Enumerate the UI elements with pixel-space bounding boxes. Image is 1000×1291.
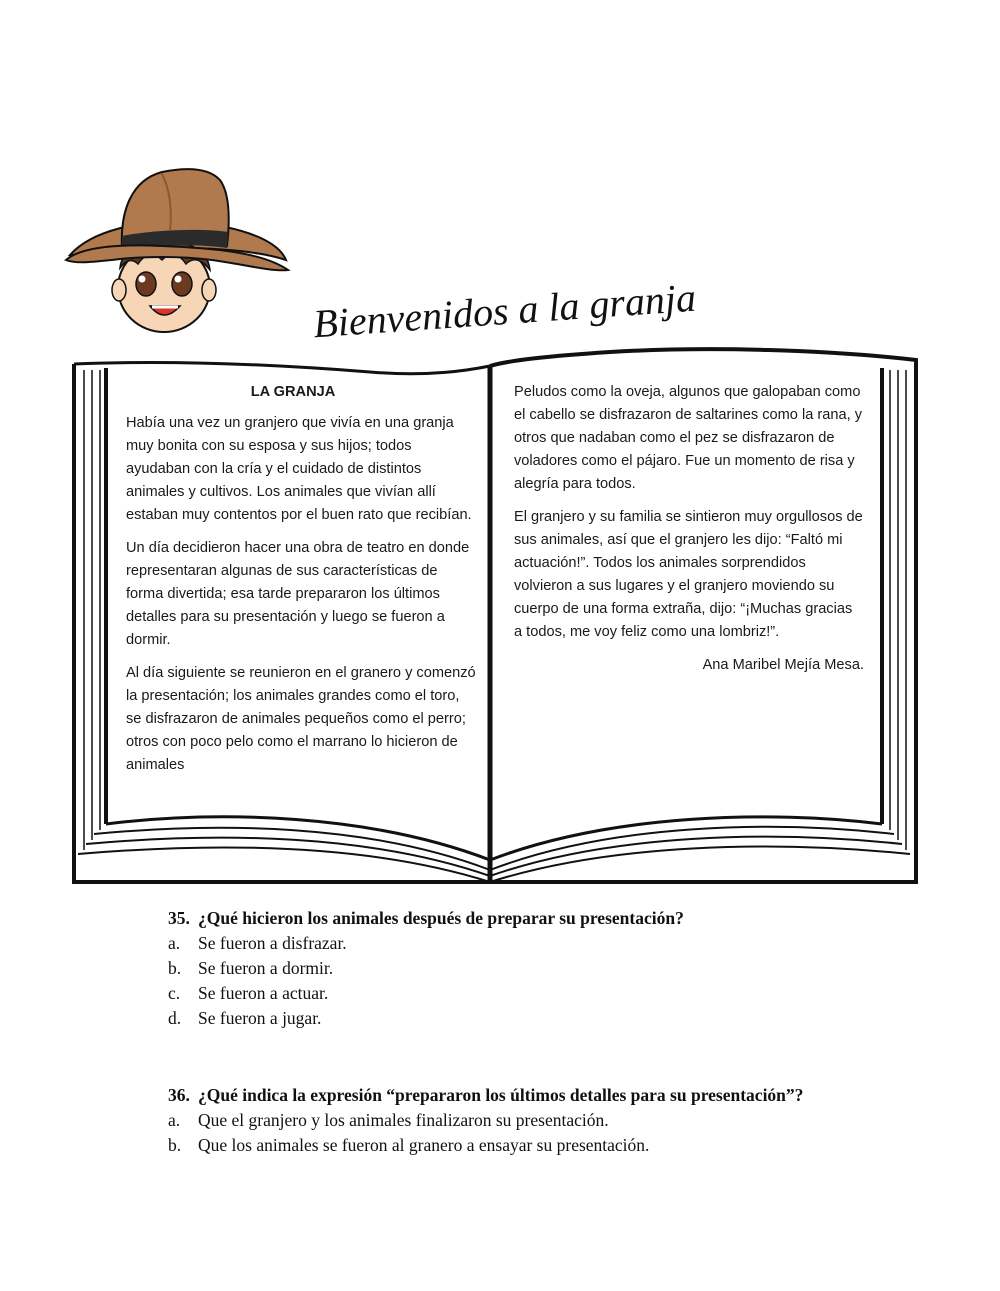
answer-option[interactable]	[168, 956, 868, 981]
story-author: Ana Maribel Mejía Mesa.	[702, 657, 864, 673]
banner-title-text: Bienvenidos a la granja	[311, 274, 698, 347]
left-ear	[112, 279, 126, 301]
question-36	[168, 1083, 868, 1158]
option-letter: c.	[168, 983, 181, 1003]
book-left-page	[126, 381, 478, 787]
option-letter: b.	[168, 958, 182, 978]
answer-options	[168, 931, 868, 1031]
answer-option[interactable]	[168, 981, 868, 1006]
answer-option[interactable]	[168, 1108, 868, 1133]
option-text: Se fueron a jugar.	[198, 1008, 322, 1028]
story-paragraph: Había una vez un granjero que vivía en una granja muy bonita con su esposa y sus hijos; todos ayudaban con la cría y el cuidado de distintos animales y cultivos. Los animales que vivían allí estaban muy contentos por el buen rato que recibían.	[126, 415, 472, 523]
answer-options	[168, 1108, 868, 1158]
option-letter: d.	[168, 1008, 182, 1028]
right-eye	[172, 272, 192, 296]
cowboy-boy-illustration	[62, 160, 292, 340]
option-letter: a.	[168, 1110, 181, 1130]
question-text: ¿Qué indica la expresión “prepararon los últimos detalles para su presentación”?	[198, 1085, 804, 1105]
story-paragraph: Un día decidieron hacer una obra de teatro en donde representaran algunas de sus características de forma divertida; esa tarde prepararon los últimos detalles para su presentación y luego se fueron a dormir.	[126, 540, 470, 648]
question-title	[168, 1083, 868, 1108]
option-text: Se fueron a actuar.	[198, 983, 329, 1003]
book-right-page	[514, 381, 864, 677]
question-title	[168, 906, 868, 931]
story-paragraph: Al día siguiente se reunieron en el granero y comenzó la presentación; los animales grandes como el toro, se disfrazaron de animales pequeños como el perro; otros con poco pelo como el marrano lo hicieron de animales	[126, 665, 476, 773]
option-letter: a.	[168, 933, 181, 953]
question-number: 35.	[168, 908, 190, 928]
question-35	[168, 906, 868, 1031]
left-eye	[136, 272, 156, 296]
option-text: Que los animales se fueron al granero a ensayar su presentación.	[198, 1135, 650, 1155]
option-text: Se fueron a disfrazar.	[198, 933, 347, 953]
answer-option[interactable]	[168, 1006, 868, 1031]
story-paragraph: El granjero y su familia se sintieron muy orgullosos de sus animales, así que el granjero les dijo: “Faltó mi actuación!”. Todos los animales sorprendidos volvieron a sus lugares y el granjero moviendo su cuerpo de una forma extraña, dijo: “¡Muchas gracias a todos, me voy feliz como una lombriz!”.	[514, 509, 863, 640]
answer-option[interactable]	[168, 931, 868, 956]
question-text: ¿Qué hicieron los animales después de preparar su presentación?	[198, 908, 684, 928]
story-paragraph: Peludos como la oveja, algunos que galopaban como el cabello se disfrazaron de saltarines como la rana, y otros que nadaban como el pez se disfrazaron de voladores como el pájaro. Fue un momento de risa y alegría para todos.	[514, 384, 862, 492]
option-letter: b.	[168, 1135, 182, 1155]
question-number: 36.	[168, 1085, 190, 1105]
option-text: Que el granjero y los animales finalizaron su presentación.	[198, 1110, 609, 1130]
story-title: LA GRANJA	[250, 384, 336, 400]
answer-option[interactable]	[168, 1133, 868, 1158]
option-text: Se fueron a dormir.	[198, 958, 334, 978]
questions-section	[168, 906, 868, 1158]
right-ear	[202, 279, 216, 301]
